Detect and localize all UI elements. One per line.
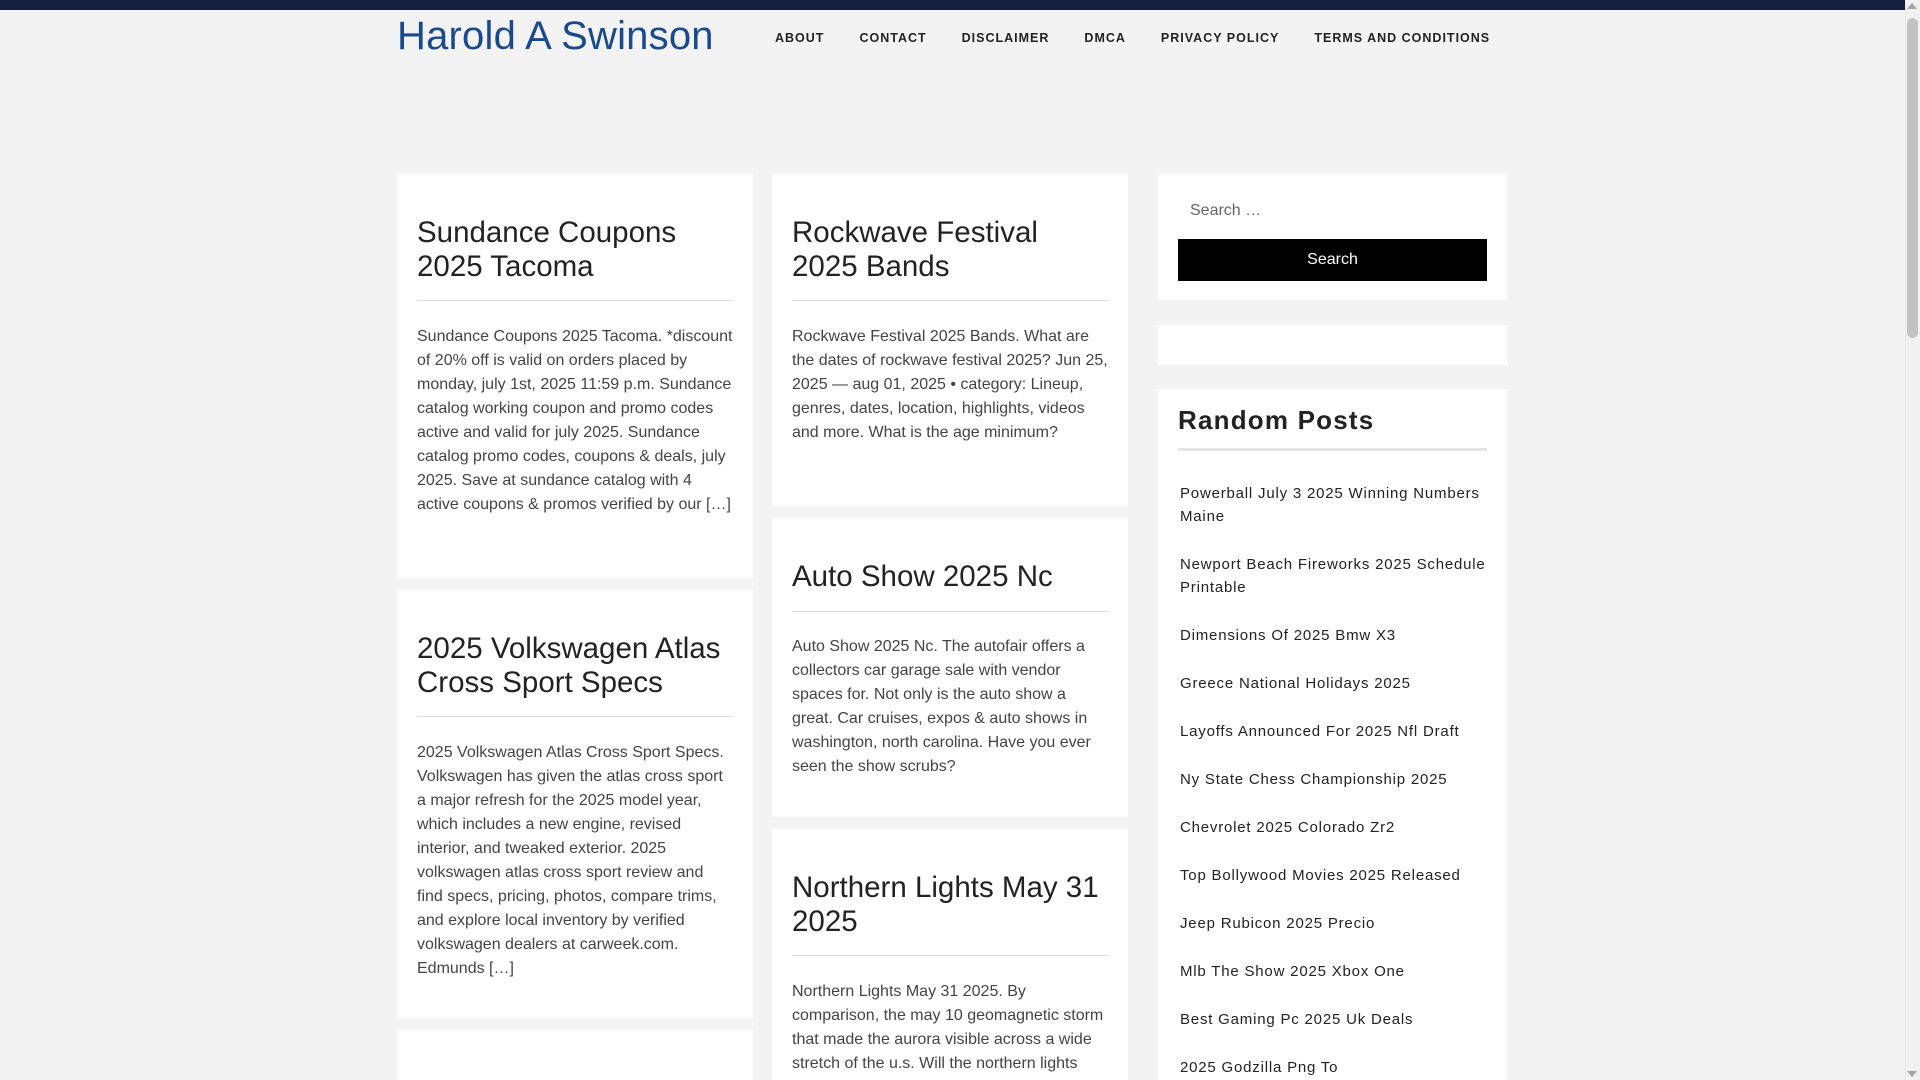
list-item — [1180, 1056, 1490, 1079]
random-post-link[interactable]: Newport Beach Fireworks 2025 Schedule Printable — [1180, 556, 1486, 596]
main-nav — [775, 31, 1490, 45]
list-item — [1180, 864, 1490, 887]
post-card-autoshow — [772, 518, 1128, 817]
post-title-volkswagen[interactable]: 2025 Volkswagen Atlas Cross Sport Specs — [417, 632, 721, 699]
post-separator — [417, 716, 733, 717]
post-separator — [792, 955, 1108, 956]
post-separator — [792, 611, 1108, 612]
search-widget — [1158, 174, 1507, 300]
random-post-link[interactable]: Greece National Holidays 2025 — [1180, 675, 1411, 692]
page-scrollbar[interactable] — [1905, 0, 1920, 1080]
random-post-link[interactable]: 2025 Godzilla Png To — [1180, 1059, 1339, 1076]
search-button[interactable]: Search — [1178, 239, 1487, 281]
list-item — [1180, 960, 1490, 983]
top-bar — [0, 0, 1905, 10]
nav-privacy-policy[interactable]: PRIVACY POLICY — [1160, 31, 1280, 45]
post-card-volkswagen — [397, 590, 753, 1018]
list-item — [1180, 912, 1490, 935]
search-input[interactable] — [1178, 192, 1487, 230]
nav-contact[interactable]: CONTACT — [859, 31, 927, 45]
post-excerpt-sundance: Sundance Coupons 2025 Tacoma. *discount of 20% off is valid on orders placed by monday, july 1st, 2025 11:59 p.m. Sundance catalog working coupon and promo codes active and valid for july 2025. Sundance catalog promo codes, coupons & deals, july 2025. Save at sundance catalog with 4 active coupons & promos verified by our […] — [417, 328, 733, 513]
site-title[interactable]: Harold A Swinson — [397, 14, 714, 58]
list-item — [1180, 672, 1490, 695]
list-item — [1180, 768, 1490, 791]
random-posts-heading: Random Posts — [1178, 405, 1375, 435]
random-post-link[interactable]: Layoffs Announced For 2025 Nfl Draft — [1180, 723, 1460, 740]
list-item — [1180, 720, 1490, 743]
nav-terms-and-conditions[interactable]: TERMS AND CONDITIONS — [1314, 31, 1491, 45]
scroll-down-arrow-icon[interactable] — [1907, 1071, 1917, 1077]
post-excerpt-autoshow: Auto Show 2025 Nc. The autofair offers a collectors car garage sale with vendor spaces for. Not only is the auto show a great. Car cruises, expos & auto shows in washington, north carolina. Have you ever seen the show scrubs? — [792, 638, 1091, 775]
post-card-rockwave — [772, 174, 1128, 506]
random-post-link[interactable]: Jeep Rubicon 2025 Precio — [1180, 915, 1376, 932]
list-item — [1180, 816, 1490, 839]
nav-disclaimer[interactable]: DISCLAIMER — [961, 31, 1050, 45]
random-posts-widget — [1158, 389, 1507, 1080]
empty-widget — [1158, 325, 1507, 365]
post-separator — [792, 300, 1108, 301]
post-title-rockwave[interactable]: Rockwave Festival 2025 Bands — [792, 216, 1038, 283]
nav-dmca[interactable]: DMCA — [1084, 31, 1126, 45]
post-excerpt-rockwave: Rockwave Festival 2025 Bands. What are the dates of rockwave festival 2025? Jun 25, 2025 — aug 01, 2025 • category: Lineup, genres, dates, location, highlights, videos and more. What is the age minimum? — [792, 328, 1108, 441]
random-post-link[interactable]: Best Gaming Pc 2025 Uk Deals — [1180, 1011, 1414, 1028]
random-post-link[interactable]: Chevrolet 2025 Colorado Zr2 — [1180, 819, 1396, 836]
heading-underline — [1178, 448, 1487, 451]
random-post-link[interactable]: Dimensions Of 2025 Bmw X3 — [1180, 627, 1396, 644]
random-post-link[interactable]: Top Bollywood Movies 2025 Released — [1180, 867, 1461, 884]
list-item — [1180, 553, 1490, 599]
post-title-sundance[interactable]: Sundance Coupons 2025 Tacoma — [417, 216, 677, 283]
post-excerpt-northern-lights: Northern Lights May 31 2025. By comparison, the may 10 geomagnetic storm that made the aurora visible across a wide stretch of the u.s. Will the northern lights — [792, 983, 1104, 1072]
post-separator — [417, 300, 733, 301]
list-item — [1180, 482, 1490, 528]
post-card-northern-lights — [772, 829, 1128, 1080]
post-card-sundance — [397, 174, 753, 578]
nav-about[interactable]: ABOUT — [775, 31, 825, 45]
random-posts-list — [1180, 482, 1490, 1080]
post-title-autoshow[interactable]: Auto Show 2025 Nc — [792, 560, 1053, 593]
post-card-next — [397, 1030, 753, 1080]
random-post-link[interactable]: Ny State Chess Championship 2025 — [1180, 771, 1448, 788]
random-post-link[interactable]: Mlb The Show 2025 Xbox One — [1180, 963, 1405, 980]
scroll-thumb[interactable] — [1907, 18, 1918, 338]
list-item — [1180, 624, 1490, 647]
list-item — [1180, 1008, 1490, 1031]
random-post-link[interactable]: Powerball July 3 2025 Winning Numbers Maine — [1180, 485, 1480, 525]
post-title-northern-lights[interactable]: Northern Lights May 31 2025 — [792, 871, 1099, 938]
scroll-up-arrow-icon[interactable] — [1907, 3, 1917, 9]
post-excerpt-volkswagen: 2025 Volkswagen Atlas Cross Sport Specs. Volkswagen has given the atlas cross sport a major refresh for the 2025 model year, which includes a new engine, revised interior, and tweaked exterior. 2025 volkswagen atlas cross sport review and find specs, pricing, photos, compare trims, and explore local inventory by verified volkswagen dealers at carweek.com. Edmunds […] — [417, 744, 724, 977]
